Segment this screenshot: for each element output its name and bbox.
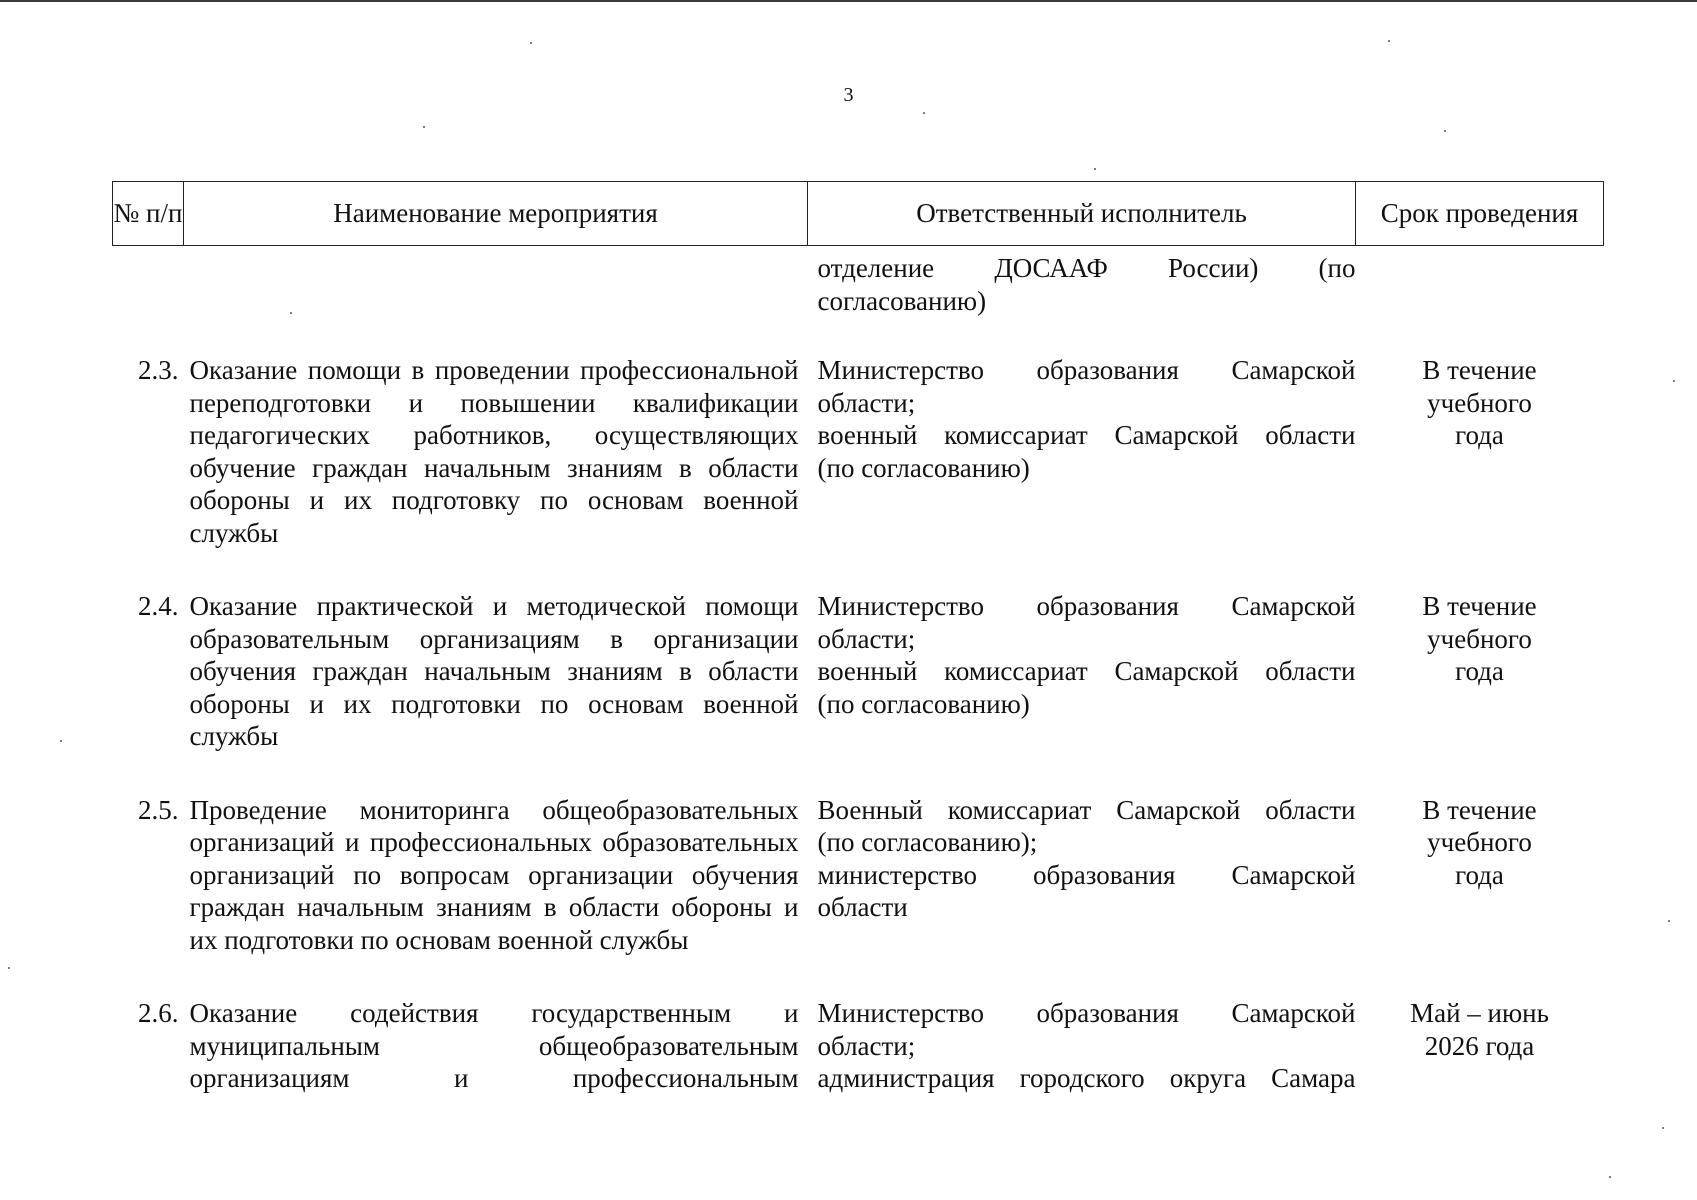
scan-speck [1609,1176,1611,1178]
responsible-line: согласованию) [817,285,987,316]
scan-speck [1673,380,1675,382]
term-line: учебного [1427,827,1532,857]
row-term [1356,997,1604,1095]
row-term [1356,794,1604,998]
continuation-row [113,246,1604,355]
continuation-num-cell [113,246,184,355]
term-line: учебного [1427,623,1532,654]
header-name [184,182,808,246]
header-name-text: Наименование мероприятия [333,198,658,228]
row-name: Оказание помощи в проведении профессиональной переподготовки и повышении квалификации педагогических работников, осуществляющих обучение граждан начальным знаниям в области обороны и их подготовку по основам военной службы [189,355,799,548]
row-name-text: Оказание содействия государственным и муниципальным общеобразовательным организациям и профессиональным [189,998,799,1093]
responsible-line: Министерство образования Самарской [817,998,1356,1028]
row-responsible [808,794,1356,998]
responsible-line: области; [817,623,916,654]
term-line: 2026 года [1424,1030,1535,1061]
responsible-line: (по согласованию) [817,688,1030,719]
header-term [1356,182,1604,246]
scan-speck [1388,40,1390,42]
row-num: 2.5. [138,794,179,825]
table-header-row [113,182,1604,246]
scan-speck [530,42,532,44]
scan-speck [423,126,425,128]
continuation-responsible-cell [808,246,1356,355]
responsible-line: военный комиссариат Самарской области [817,420,1356,450]
row-num: 2.6. [138,998,179,1028]
responsible-line: Военный комиссариат Самарской области [817,794,1356,825]
row-num: 2.4. [138,591,179,621]
responsible-line: области; [817,1030,916,1061]
responsible-line: Министерство образования Самарской [817,355,1356,385]
table-row [113,997,1604,1095]
term-line: года [1455,656,1504,686]
continuation-term-cell [1356,246,1604,355]
row-name [184,997,808,1095]
scan-speck [1094,168,1096,170]
responsible-line: Министерство образования Самарской [817,591,1356,621]
header-num-text: № п/п [113,198,183,228]
term-line: учебного [1427,387,1532,418]
row-responsible [808,590,1356,794]
term-line: В течение [1422,591,1537,621]
row-term [1356,354,1604,590]
scan-speck [8,967,10,969]
scan-speck [1444,130,1446,132]
scan-speck [1662,1127,1664,1129]
responsible-line: (по согласованию); [817,827,1038,857]
row-name: Оказание практической и методической помощи образовательным организациям в организации обучения граждан начальным знаниям в области обороны и их подготовки по основам военной службы [189,591,799,751]
responsible-line: отделение ДОСААФ России) (по [817,253,1356,283]
row-responsible [808,997,1356,1095]
row-responsible [808,354,1356,590]
row-name: Проведение мониторинга общеобразовательных организаций и профессиональных образовательных организаций по вопросам организации обучения граждан начальным знаниям в области обороны и их подготовки по основам военной службы [189,794,799,955]
scan-speck [1668,920,1670,922]
term-line: Май – июнь [1410,998,1549,1028]
header-num [113,182,184,246]
scan-speck [60,740,62,742]
row-term [1356,590,1604,794]
continuation-name-cell [184,246,808,355]
header-responsible [808,182,1356,246]
responsible-line: (по согласованию) [817,452,1030,483]
row-num: 2.3. [138,355,179,385]
term-line: В течение [1422,355,1537,385]
table-row [113,794,1604,998]
term-line: В течение [1422,794,1537,825]
events-table [112,181,1604,1095]
responsible-line: администрация городского округа Самара [817,1063,1356,1093]
responsible-line: области [817,892,908,922]
responsible-line: министерство образования Самарской [817,859,1356,890]
term-line: года [1455,420,1504,450]
page-number: 3 [843,84,854,106]
scan-speck [923,112,925,114]
page-top-edge [0,0,1697,2]
responsible-line: военный комиссариат Самарской области [817,656,1356,686]
responsible-line: области; [817,387,916,418]
table-row [113,590,1604,794]
header-responsible-text: Ответственный исполнитель [916,198,1247,228]
header-term-text: Срок проведения [1380,198,1579,228]
scan-speck [290,312,292,314]
table-row [113,354,1604,590]
term-line: года [1455,859,1504,890]
